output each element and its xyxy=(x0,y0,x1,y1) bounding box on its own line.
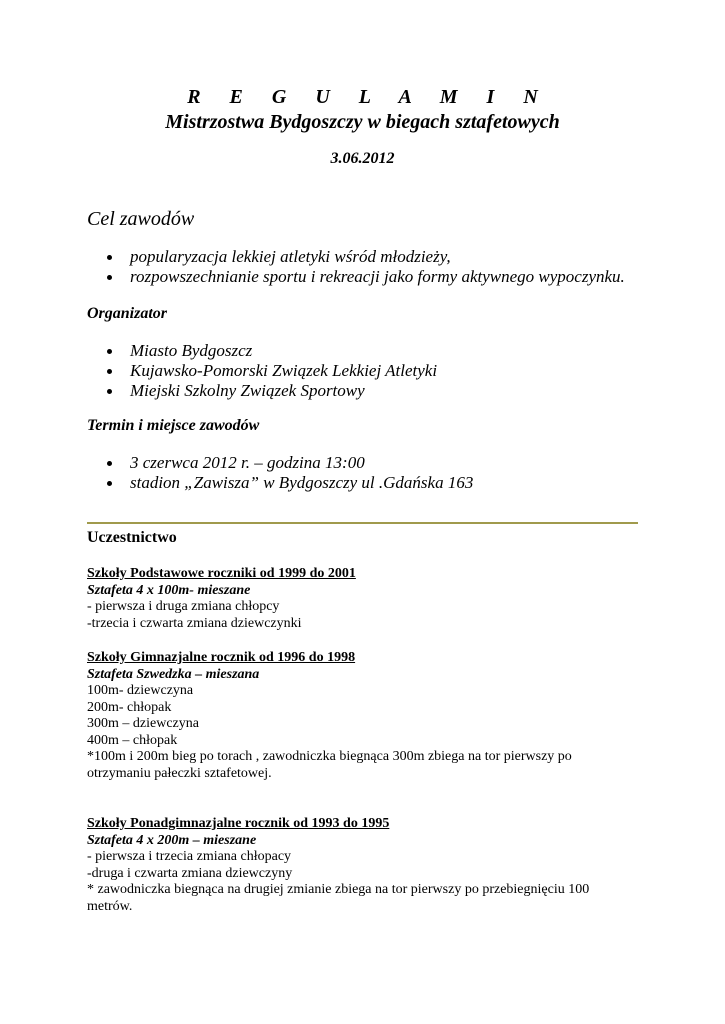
list-item-text: Miasto Bydgoszcz xyxy=(130,341,253,360)
rule-line: -trzecia i czwarta zmiana dziewczynki xyxy=(87,615,302,631)
document-title: R E G U L A M I N xyxy=(187,86,550,108)
list-item xyxy=(104,473,473,493)
list-item xyxy=(104,453,473,473)
list-item-text: stadion „Zawisza” w Bydgoszczy ul .Gdańska 163 xyxy=(130,473,474,492)
rule-line: - pierwsza i trzecia zmiana chłopacy xyxy=(87,849,292,864)
category-ponadgimnazjalne xyxy=(87,816,627,915)
category-title: Szkoły Gimnazjalne rocznik od 1996 do 1998 xyxy=(87,650,356,665)
bullet-icon xyxy=(107,461,112,466)
category-gimnazjalne xyxy=(87,650,627,782)
bullet-icon xyxy=(107,481,112,486)
bullet-icon xyxy=(107,255,112,260)
list-item-text: Kujawsko-Pomorski Związek Lekkiej Atletyki xyxy=(130,361,438,380)
relay-name: Sztafeta 4 x 200m – mieszane xyxy=(87,832,257,848)
relay-name: Sztafeta Szwedzka – mieszana xyxy=(87,666,260,682)
rule-note: *100m i 200m bieg po torach , zawodniczka biegnąca 300m zbiega na tor pierwszy po otrzymaniu pałeczki sztafetowej. xyxy=(87,749,572,781)
list-item-text: 3 czerwca 2012 r. – godzina 13:00 xyxy=(130,453,365,472)
section-heading-uczestnictwo: Uczestnictwo xyxy=(87,529,177,546)
rule-line: 400m – chłopak xyxy=(87,732,178,748)
bullet-icon xyxy=(107,349,112,354)
rule-line: 300m – dziewczyna xyxy=(87,716,199,731)
list-item xyxy=(104,361,437,381)
list-item xyxy=(104,247,625,267)
list-item-text: popularyzacja lekkiej atletyki wśród młodzieży, xyxy=(130,247,451,266)
list-organizator xyxy=(104,341,437,401)
category-title: Szkoły Podstawowe roczniki od 1999 do 2001 xyxy=(87,566,356,581)
bullet-icon xyxy=(107,369,112,374)
list-item-text: rozpowszechnianie sportu i rekreacji jako formy aktywnego wypoczynku. xyxy=(130,267,625,286)
rule-note: * zawodniczka biegnąca na drugiej zmianie zbiega na tor pierwszy po przebiegnięciu 100 metrów. xyxy=(87,882,590,914)
list-item xyxy=(104,341,437,361)
category-podstawowe xyxy=(87,566,627,632)
section-divider xyxy=(87,522,638,524)
rule-line: - pierwsza i druga zmiana chłopcy xyxy=(87,599,280,614)
bullet-icon xyxy=(107,275,112,280)
list-cel xyxy=(104,247,625,287)
section-heading-termin: Termin i miejsce zawodów xyxy=(87,417,260,434)
rule-line: 200m- chłopak xyxy=(87,699,172,715)
document-subtitle: Mistrzostwa Bydgoszczy w biegach sztafetowych xyxy=(165,111,560,133)
rule-line: -druga i czwarta zmiana dziewczyny xyxy=(87,865,293,881)
list-termin xyxy=(104,453,473,493)
document-date: 3.06.2012 xyxy=(330,150,395,167)
section-heading-cel: Cel zawodów xyxy=(87,208,195,230)
list-item-text: Miejski Szkolny Związek Sportowy xyxy=(130,381,365,400)
list-item xyxy=(104,381,437,401)
rule-line: 100m- dziewczyna xyxy=(87,683,194,698)
section-heading-organizator: Organizator xyxy=(87,305,168,322)
list-item xyxy=(104,267,625,287)
category-title: Szkoły Ponadgimnazjalne rocznik od 1993 do 1995 xyxy=(87,816,390,831)
bullet-icon xyxy=(107,389,112,394)
relay-name: Sztafeta 4 x 100m- mieszane xyxy=(87,582,251,598)
